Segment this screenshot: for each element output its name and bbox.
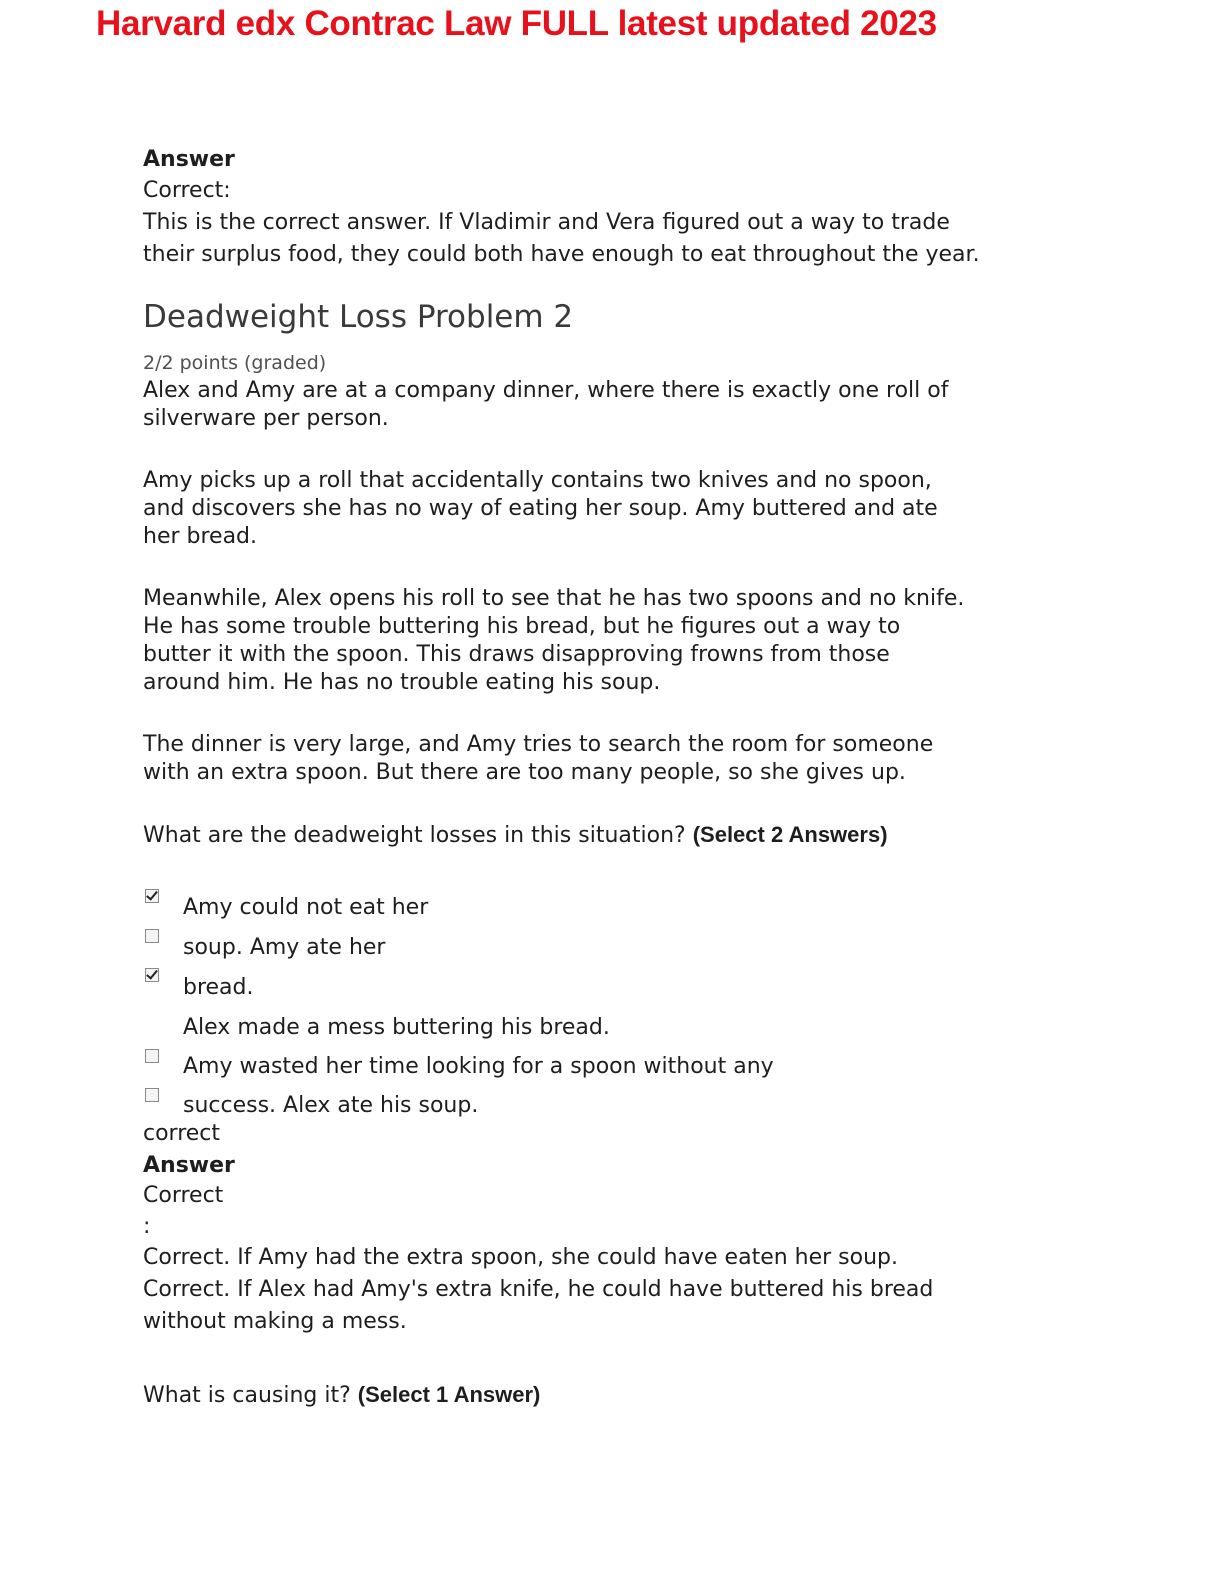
points-label: 2/2 points (graded): [143, 352, 327, 374]
answer-label: Correct: [143, 1183, 224, 1208]
answer-label: Correct:: [143, 178, 231, 203]
document-title: Harvard edx Contrac Law FULL latest updated 2023: [96, 4, 937, 43]
result-status: correct: [143, 1121, 221, 1146]
question-2-select-count: (Select 1 Answer): [357, 1382, 541, 1407]
problem-text-line: Amy picks up a roll that accidentally contains two knives and no spoon,: [143, 468, 932, 493]
question-1-text: What are the deadweight losses in this situation?: [143, 823, 686, 848]
problem-text-line: Alex and Amy are at a company dinner, where there is exactly one roll of: [143, 378, 949, 403]
problem-text-line: He has some trouble buttering his bread, but he figures out a way to: [143, 614, 901, 639]
problem-text-line: around him. He has no trouble eating his soup.: [143, 670, 661, 695]
answer-explanation-line: Correct. If Alex had Amy's extra knife, he could have buttered his bread: [143, 1277, 934, 1302]
option-text-line: success. Alex ate his soup.: [183, 1093, 479, 1118]
answer-explanation-line: This is the correct answer. If Vladimir and Vera figured out a way to trade: [143, 210, 950, 235]
option-text-line: Amy wasted her time looking for a spoon without any: [183, 1054, 774, 1079]
question-2-text: What is causing it?: [143, 1383, 351, 1408]
question-2: [143, 1381, 540, 1410]
problem-title: Deadweight Loss Problem 2: [143, 299, 574, 335]
problem-text-line: and discovers she has no way of eating her soup. Amy buttered and ate: [143, 496, 938, 521]
answer-checkbox[interactable]: [145, 968, 159, 982]
problem-text-line: Meanwhile, Alex opens his roll to see that he has two spoons and no knife.: [143, 586, 965, 611]
answer-checkbox[interactable]: [145, 889, 159, 903]
answer-checkbox[interactable]: [145, 1049, 159, 1063]
answer-heading: Answer: [143, 1153, 235, 1178]
question-1-select-count: (Select 2 Answers): [692, 822, 888, 847]
option-text-line: bread.: [183, 975, 254, 1000]
problem-text-line: The dinner is very large, and Amy tries to search the room for someone: [143, 732, 934, 757]
option-text-line: Alex made a mess buttering his bread.: [183, 1015, 610, 1040]
answer-heading: Answer: [143, 147, 235, 172]
answer-checkbox[interactable]: [145, 929, 159, 943]
answer-explanation-line: their surplus food, they could both have enough to eat throughout the year.: [143, 242, 980, 267]
answer-checkbox[interactable]: [145, 1088, 159, 1102]
answer-colon: :: [143, 1214, 151, 1239]
answer-explanation-line: Correct. If Amy had the extra spoon, she could have eaten her soup.: [143, 1245, 899, 1270]
option-text-line: soup. Amy ate her: [183, 935, 386, 960]
problem-text-line: her bread.: [143, 524, 258, 549]
question-1: [143, 821, 888, 850]
problem-text-line: silverware per person.: [143, 406, 389, 431]
problem-text-line: butter it with the spoon. This draws disapproving frowns from those: [143, 642, 890, 667]
problem-text-line: with an extra spoon. But there are too many people, so she gives up.: [143, 760, 906, 785]
answer-explanation-line: without making a mess.: [143, 1309, 407, 1334]
option-text-line: Amy could not eat her: [183, 895, 429, 920]
